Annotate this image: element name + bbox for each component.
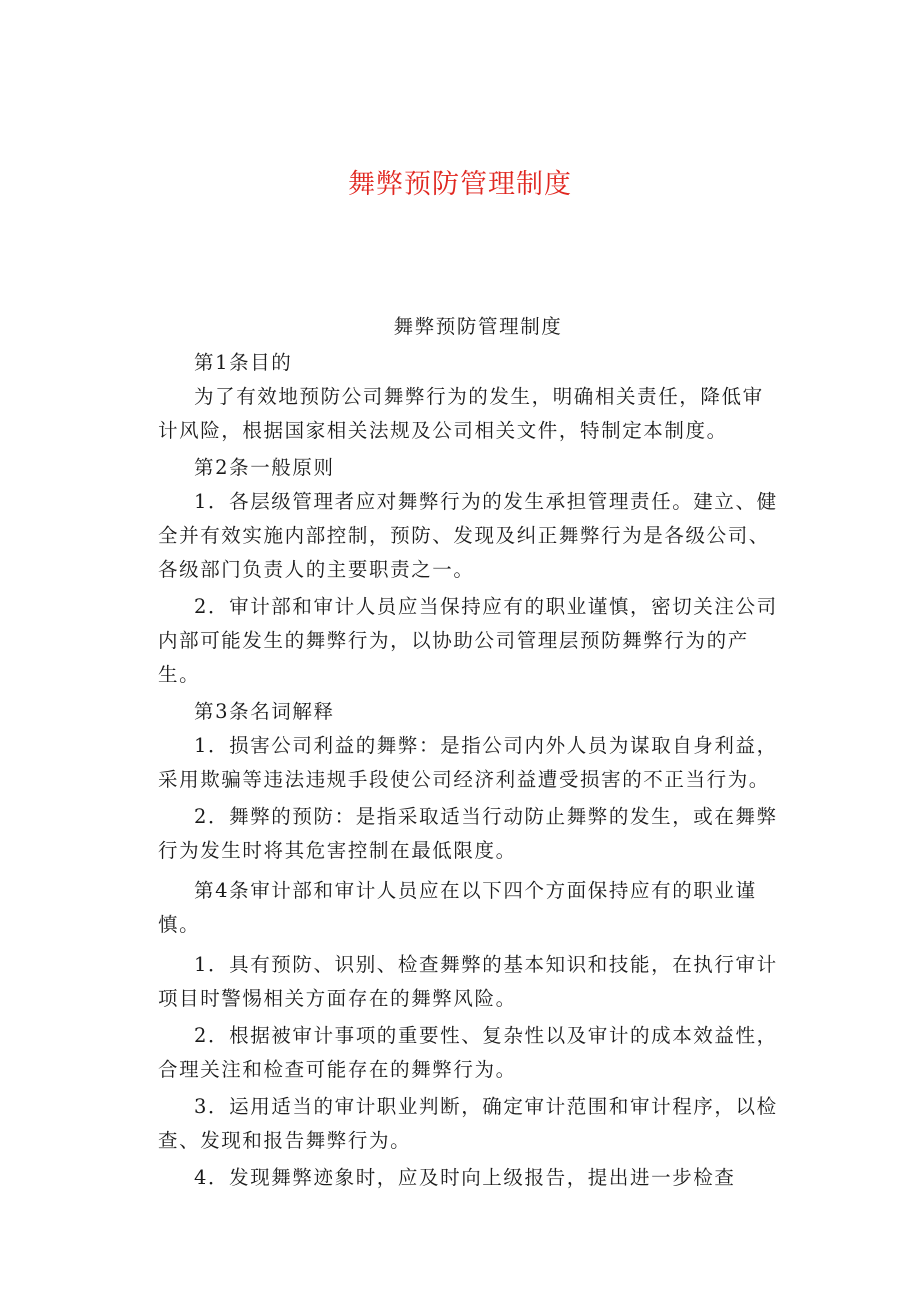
paragraph: 1．各层级管理者应对舞弊行为的发生承担管理责任。建立、健全并有效实施内部控制，预防、发现及纠正舞弊行为是各级公司、各级部门负责人的主要职责之一。 <box>158 490 778 581</box>
paragraph: 2．审计部和审计人员应当保持应有的职业谨慎，密切关注公司内部可能发生的舞弊行为，以协助公司管理层预防舞弊行为的产生。 <box>158 595 778 686</box>
paragraph: 2．舞弊的预防：是指采取适当行动防止舞弊的发生，或在舞弊行为发生时将其危害控制在最低限度。 <box>158 805 778 862</box>
paragraph: 1．具有预防、识别、检查舞弊的基本知识和技能，在执行审计项目时警惕相关方面存在的舞弊风险。 <box>158 953 778 1010</box>
paragraph: 为了有效地预防公司舞弊行为的发生，明确相关责任，降低审计风险，根据国家相关法规及公司相关文件，特制定本制度。 <box>158 385 764 442</box>
article-heading: 第3条名词解释 <box>194 700 335 723</box>
paragraph: 1．损害公司利益的舞弊：是指公司内外人员为谋取自身利益，采用欺骗等违法违规手段使公司经济利益遭受损害的不正当行为。 <box>158 734 778 791</box>
document-body <box>158 312 778 1198</box>
article-heading: 第2条一般原则 <box>194 456 335 479</box>
paragraph: 3．运用适当的审计职业判断，确定审计范围和审计程序，以检查、发现和报告舞弊行为。 <box>158 1095 778 1152</box>
article-heading: 第4条审计部和审计人员应在以下四个方面保持应有的职业谨慎。 <box>158 879 757 936</box>
article-heading: 第1条目的 <box>194 351 293 374</box>
paragraph: 2．根据被审计事项的重要性、复杂性以及审计的成本效益性，合理关注和检查可能存在的舞弊行为。 <box>158 1024 778 1081</box>
document-main-title: 舞弊预防管理制度 <box>348 169 572 200</box>
paragraph: 4．发现舞弊迹象时，应及时向上级报告，提出进一步检查 <box>194 1166 736 1189</box>
document-sub-title: 舞弊预防管理制度 <box>393 315 563 338</box>
